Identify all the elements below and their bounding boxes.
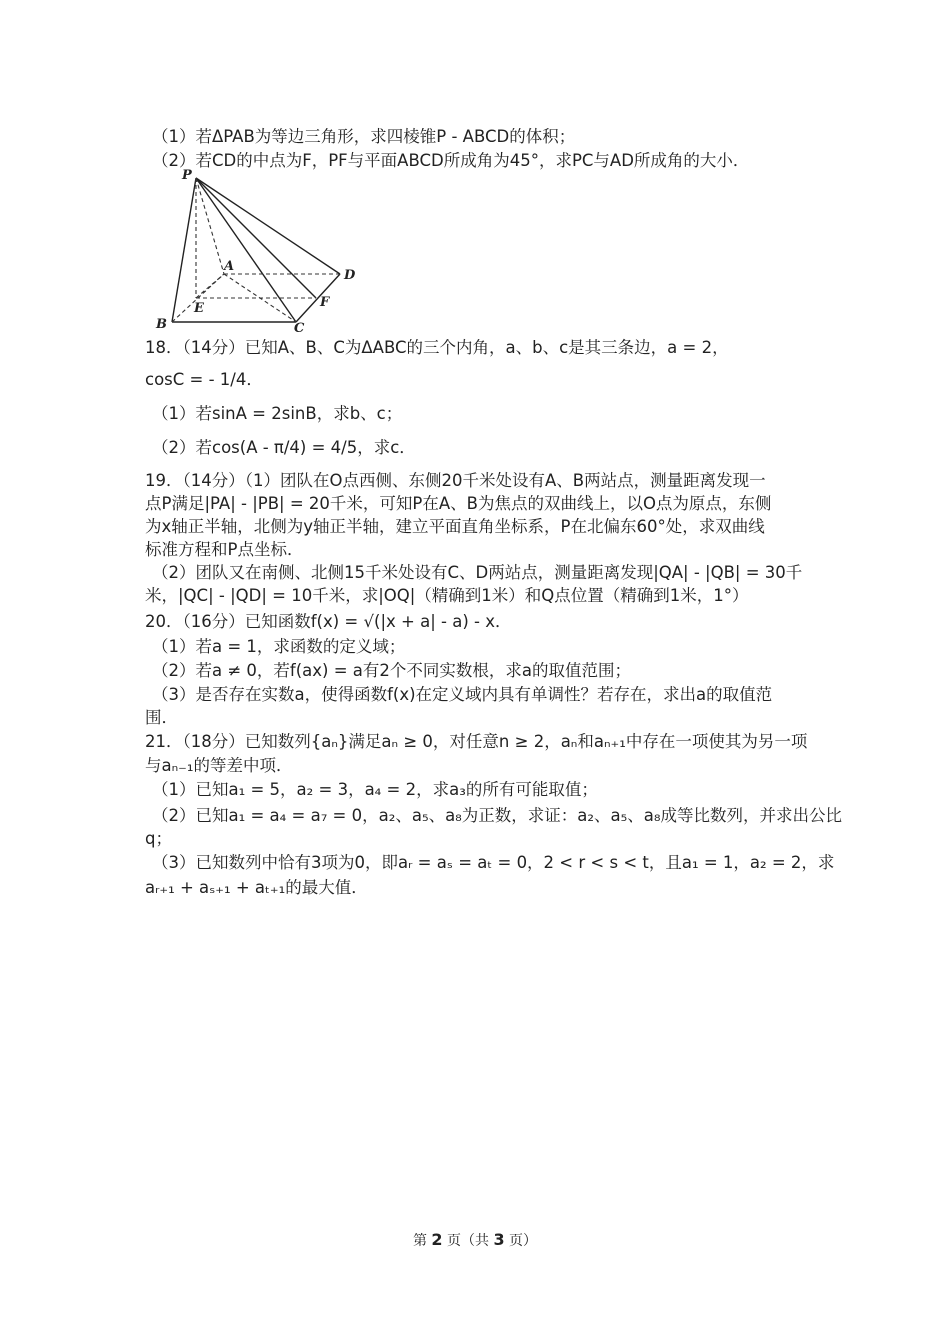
q18-part1: （1）若sinA = 2sinB，求b、c； bbox=[152, 404, 403, 423]
q21-stem-line1: 21．（18分）已知数列{aₙ}满足aₙ ≥ 0，对任意n ≥ 2，aₙ和aₙ₊₁中存在一项使其为另一项 bbox=[145, 732, 808, 751]
label-A: A bbox=[224, 259, 235, 274]
q21-part3-line2: aᵣ₊₁ + aₛ₊₁ + aₜ₊₁的最大值． bbox=[145, 878, 368, 897]
q18-stem-line2: cosC = - 1/4． bbox=[145, 370, 263, 389]
q19-line3: 为x轴正半轴，北侧为y轴正半轴，建立平面直角坐标系，P在北偏东60°处，求双曲线 bbox=[145, 517, 765, 536]
q18-stem-line1: 18．（14分）已知A、B、C为ΔABC的三个内角，a、b、c是其三条边，a = 2， bbox=[145, 338, 729, 357]
footer-prefix: 第 bbox=[412, 1233, 427, 1249]
label-P: P bbox=[182, 168, 192, 183]
q18-part2: （2）若cos(A - π/4) = 4/5，求c． bbox=[152, 438, 416, 457]
q21-part2-line2: q； bbox=[145, 829, 172, 848]
q17-part1: （1）若ΔPAB为等边三角形，求四棱锥P - ABCD的体积； bbox=[152, 127, 576, 146]
q20-part3-line2: 围． bbox=[145, 708, 178, 727]
q20-part1: （1）若a = 1，求函数的定义域； bbox=[152, 637, 406, 656]
q19-line2: 点P满足|PA| - |PB| = 20千米，可知P在A、B为焦点的双曲线上，以O点为原点，东侧 bbox=[145, 494, 772, 513]
label-F: F bbox=[320, 295, 330, 310]
label-E: E bbox=[194, 301, 204, 316]
q21-part2-line1: （2）已知a₁ = a₄ = a₇ = 0，a₂、a₅、a₈为正数，求证：a₂、a₅、a₈成等比数列，并求出公比 bbox=[152, 806, 842, 825]
q21-part3-line1: （3）已知数列中恰有3项为0，即aᵣ = aₛ = aₜ = 0，2 < r < s < t，且a₁ = 1，a₂ = 2，求 bbox=[152, 853, 835, 872]
q19-line1: 19．（14分）（1）团队在O点西侧、东侧20千米处设有A、B两站点，测量距离发现一 bbox=[145, 471, 766, 490]
footer-page-number: 2 bbox=[431, 1230, 443, 1249]
q19-part2-line1: （2）团队又在南侧、北侧15千米处设有C、D两站点，测量距离发现|QA| - |QB| = 30千 bbox=[152, 563, 803, 582]
q21-part1: （1）已知a₁ = 5，a₂ = 3，a₄ = 2，求a₃的所有可能取值； bbox=[152, 780, 598, 799]
label-B: B bbox=[156, 317, 167, 332]
label-D: D bbox=[344, 268, 356, 283]
q20-part2: （2）若a ≠ 0，若f(ax) = a有2个不同实数根，求a的取值范围； bbox=[152, 661, 632, 680]
q21-stem-line2: 与aₙ₋₁的等差中项． bbox=[145, 756, 293, 775]
label-C: C bbox=[294, 321, 305, 334]
footer-total-pages: 3 bbox=[493, 1230, 505, 1249]
q17-part2: （2）若CD的中点为F，PF与平面ABCD所成角为45°，求PC与AD所成角的大小． bbox=[152, 151, 750, 170]
q20-part3-line1: （3）是否存在实数a，使得函数f(x)在定义域内具有单调性？若存在，求出a的取值范 bbox=[152, 685, 773, 704]
page-footer bbox=[0, 1230, 950, 1250]
q20-stem: 20．（16分）已知函数f(x) = √(|x + a| - a) - x． bbox=[145, 612, 512, 631]
footer-suffix: 页） bbox=[509, 1233, 538, 1249]
q19-part2-line2: 米，|QC| - |QD| = 10千米，求|OQ|（精确到1米）和Q点位置（精确到1米，1°） bbox=[145, 586, 749, 605]
pyramid-figure bbox=[150, 168, 370, 334]
q19-line4: 标准方程和P点坐标． bbox=[145, 540, 304, 559]
footer-middle: 页（共 bbox=[447, 1233, 489, 1249]
